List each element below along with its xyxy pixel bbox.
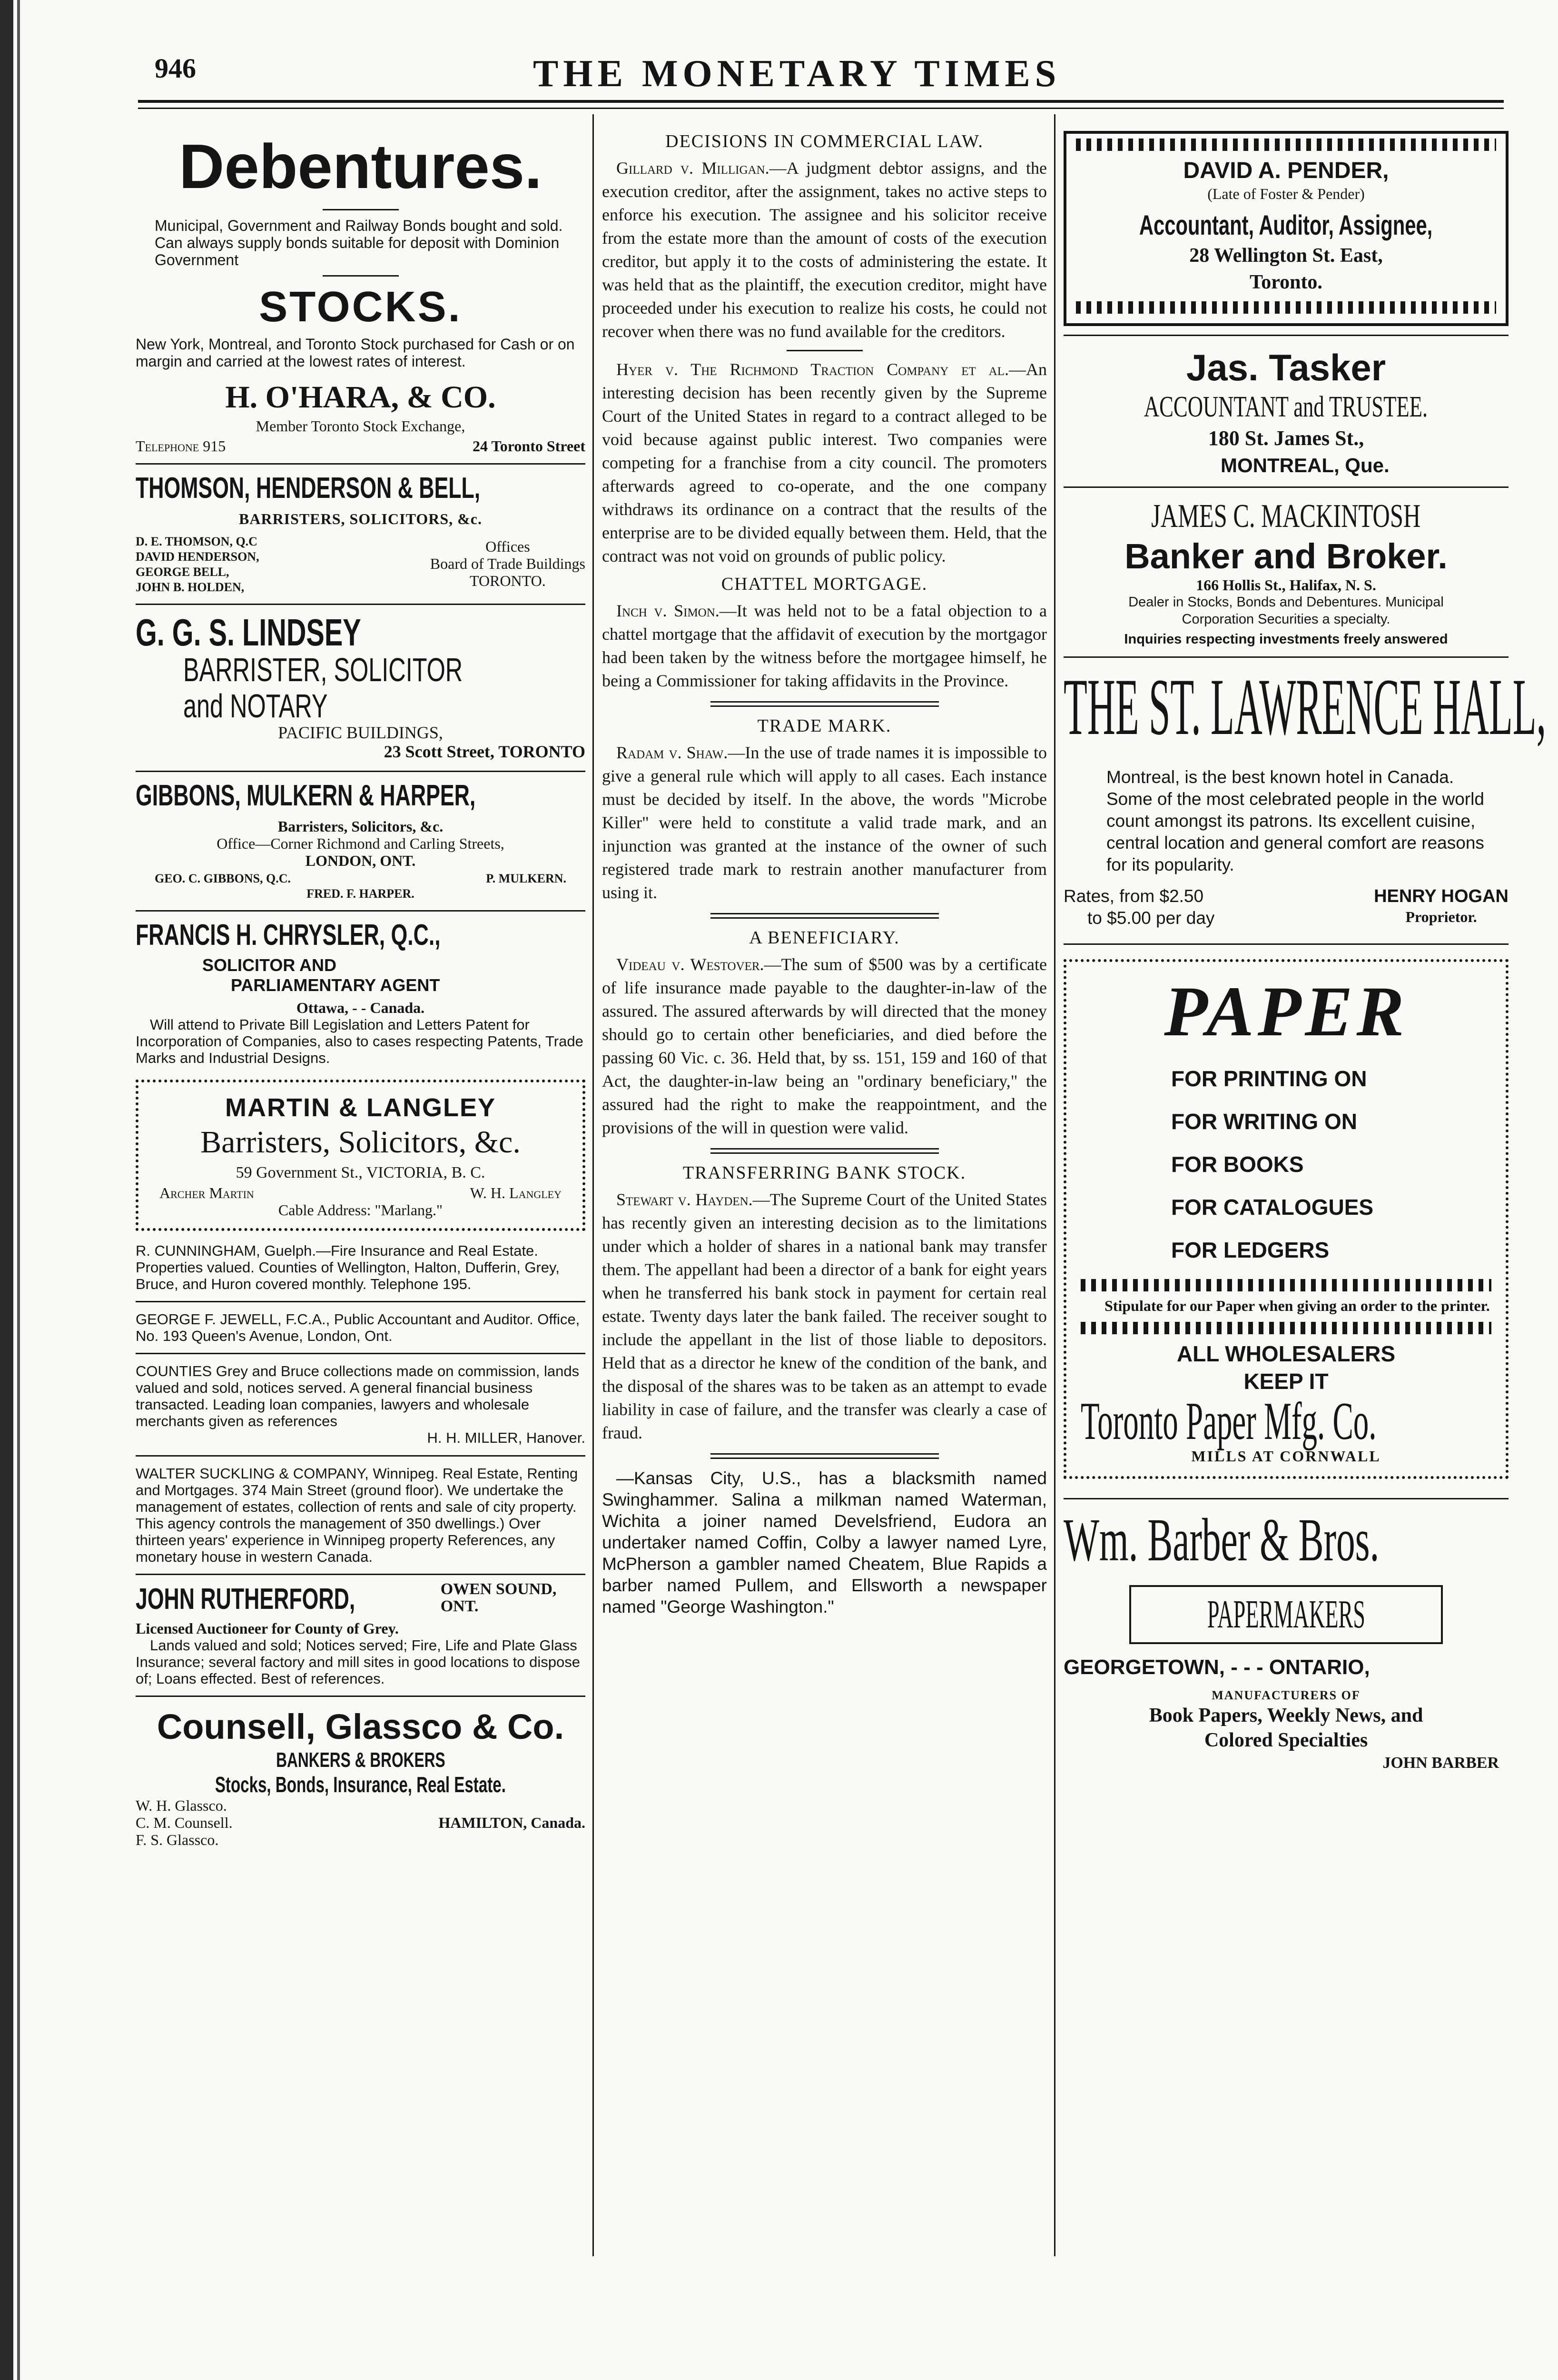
column-advertisements-left (136, 117, 585, 1848)
paper-item: FOR PRINTING ON (1171, 1066, 1367, 1091)
ohara-member: Member Toronto Stock Exchange, (256, 417, 465, 435)
divider (136, 1353, 585, 1354)
case-name: Stewart v. Hayden. (616, 1190, 753, 1209)
stlawrence-text: Montreal, is the best known hotel in Canada. Some of the most celebrated people in the world count amongst its patrons. Its excellent cuisine, central location and general comfort are reasons for its popularity. (1106, 767, 1484, 874)
tasker-address: 180 St. James St., (1208, 426, 1364, 450)
stlawrence-title: THE ST. LAWRENCE HALL, (1064, 662, 1547, 752)
stocks-title: STOCKS. (259, 283, 462, 331)
martin-sub: Barristers, Solicitors, &c. (200, 1125, 521, 1160)
tasker-role: ACCOUNTANT and TRUSTEE. (1144, 391, 1428, 423)
chrysler-sub: PARLIAMENTARY AGENT (231, 975, 440, 995)
counsell-sub: BANKERS & BROKERS (276, 1748, 445, 1772)
divider (136, 1455, 585, 1457)
thomson-name: DAVID HENDERSON, (136, 550, 259, 564)
section-title: CHATTEL MORTGAGE. (721, 574, 928, 594)
masthead: THE MONETARY TIMES (533, 53, 1061, 95)
case-name: Videau v. Westover. (616, 955, 764, 974)
thomson-offices: TORONTO. (470, 572, 546, 589)
case-name: Radam v. Shaw. (616, 743, 728, 762)
ornament-border (1076, 301, 1496, 314)
martin-name: W. H. Langley (470, 1184, 562, 1201)
pender-name: DAVID A. PENDER, (1183, 158, 1389, 183)
thomson-offices: Board of Trade Buildings (430, 555, 585, 572)
cunningham-ad: R. CUNNINGHAM, Guelph.—Fire Insurance and Real Estate. Properties valued. Counties of Wellington, Halton, Dufferin, Grey, Bruce, and Huron covered monthly. Telephone 195. (136, 1242, 560, 1292)
gibbons-title: GIBBONS, MULKERN & HARPER, (136, 779, 476, 812)
divider (136, 1696, 585, 1697)
paper-item: FOR WRITING ON (1171, 1109, 1357, 1134)
divider (136, 1301, 585, 1302)
divider (1064, 1498, 1509, 1499)
divider (1064, 943, 1509, 945)
article-paragraph (602, 599, 1047, 693)
stlawrence-owner-role: Proprietor. (1405, 908, 1477, 925)
counsell-city: HAMILTON, Canada. (438, 1814, 585, 1831)
case-text: —A judgment debtor assigns, and the execution creditor, after the assignment, takes no active steps to enforce his execution. The assignee and his solicitor receive from the estate more than the amount of costs of the execution creditor, but apply it to the costs of administering the estate. It was held that as the plaintiff, the execution creditor, might have proceeded under his execution to realize his costs, he could not recover when there was no fund available for the creditors. (602, 159, 1047, 341)
barber-city: GEORGETOWN, - - - ONTARIO, (1064, 1656, 1370, 1679)
divider (710, 1148, 939, 1154)
case-name: Inch v. Simon. (616, 601, 720, 620)
ornament-border (1081, 1279, 1491, 1291)
column-advertisements-right (1064, 117, 1547, 1774)
lindsey-line2: and NOTARY (183, 687, 328, 724)
debentures-line2: Can always supply bonds suitable for deposit with Dominion Government (155, 234, 560, 268)
counsell-title: Counsell, Glassco & Co. (157, 1707, 564, 1746)
header-rule (138, 100, 1504, 103)
paper-company: Toronto Paper Mfg. Co. (1081, 1392, 1377, 1451)
case-text: —The Supreme Court of the United States has recently given an interesting decision as to the limitations under which a holder of shares in a national bank may transfer them. The appellant had been a director of a bank for eight years when he transferred his bank stock in payment for certain real estate. Twenty days later the bank failed. The receiver sought to include the appellant in the list of those liable to depositors. Held that as a director he knew of the condition of the bank, and the disposal of the shares was to be taken as an attempt to evade liability in case of failure, and the transfer was clearly a case of fraud. (602, 1190, 1047, 1442)
thomson-name: D. E. THOMSON, Q.C (136, 535, 257, 548)
divider (323, 209, 399, 210)
article-paragraph (602, 741, 1047, 904)
counsell-sub: Stocks, Bonds, Insurance, Real Estate. (215, 1772, 506, 1797)
barber-products: Colored Specialties (1204, 1729, 1368, 1751)
paper-mills: MILLS AT CORNWALL (1191, 1448, 1381, 1465)
ornament-border (1076, 139, 1496, 151)
section-title: TRANSFERRING BANK STOCK. (682, 1163, 966, 1183)
case-name: Hyer v. The Richmond Traction Company et al. (616, 360, 1009, 379)
pender-city: Toronto. (1250, 271, 1322, 293)
counties-sign: H. H. MILLER, Hanover. (427, 1429, 585, 1446)
papermakers-frame (1129, 1585, 1443, 1644)
mackintosh-role: Banker and Broker. (1124, 536, 1448, 576)
case-text: —In the use of trade names it is impossible to give a general rule which will apply to all cases. Each instance must be decided by itself. In the above, the words "Microbe Killer" were held to constitute a valid trade mark, and an injunction was granted at the instance of the owner of such registered trade mark to restrain another manufacturer from using it. (602, 743, 1047, 902)
chrysler-sub: SOLICITOR AND (202, 955, 337, 975)
martin-address: 59 Government St., VICTORIA, B. C. (236, 1164, 485, 1181)
mackintosh-line: Inquiries respecting investments freely answered (1124, 632, 1448, 647)
chrysler-text: Will attend to Private Bill Legislation and Letters Patent for Incorporation of Companies, also to cases respecting Patents, Trade Marks and Industrial Designs. (136, 1016, 583, 1066)
ohara-firm: H. O'HARA, & CO. (225, 380, 496, 415)
lindsey-line1: BARRISTER, SOLICITOR (183, 651, 463, 688)
section-title: A BENEFICIARY. (749, 928, 900, 948)
mackintosh-name: JAMES C. MACKINTOSH (1151, 498, 1421, 535)
column-articles (602, 117, 1047, 1617)
paper-item: FOR LEDGERS (1171, 1238, 1330, 1262)
mackintosh-address: 166 Hollis St., Halifax, N. S. (1196, 576, 1376, 594)
column-divider-1 (592, 114, 594, 2256)
barber-products: Book Papers, Weekly News, and (1149, 1705, 1423, 1726)
scan-edge (0, 0, 13, 2380)
pender-late: (Late of Foster & Pender) (1207, 185, 1365, 202)
divider (136, 1574, 585, 1575)
ornament-border (1081, 1322, 1491, 1334)
kansas-paragraph: —Kansas City, U.S., has a blacksmith named Swinghammer. Salina a milkman named Waterman, Wichita a joiner named Develsfriend, Eudora an undertaker named Coffin, Colby a lawyer named Lyre, McPherson a gambler named Cheatem, Blue Rapids a barber named Pullem, and Ellsworth a newspaper named "George Washington." (602, 1468, 1047, 1616)
gibbons-city: LONDON, ONT. (305, 852, 416, 869)
divider (1064, 335, 1509, 336)
case-name: Gillard v. Milligan. (616, 159, 769, 178)
mackintosh-line: Corporation Securities a specialty. (1182, 612, 1390, 627)
paper-ad-box (1064, 959, 1509, 1479)
rutherford-city: OWEN SOUND, ONT. (440, 1580, 557, 1615)
thomson-name: GEORGE BELL, (136, 565, 229, 579)
article-paragraph (602, 1188, 1047, 1445)
paper-stipulate: Stipulate for our Paper when giving an order to the printer. (1104, 1297, 1490, 1314)
martin-cable: Cable Address: "Marlang." (278, 1201, 443, 1219)
barber-mfr: MANUFACTURERS OF (1212, 1688, 1361, 1702)
debentures-title: Debentures. (179, 131, 542, 201)
column-divider-2 (1054, 114, 1055, 2256)
divider (136, 604, 585, 605)
ohara-telephone: Telephone 915 (136, 437, 226, 455)
article-paragraph (602, 157, 1047, 343)
pender-address: 28 Wellington St. East, (1189, 245, 1383, 267)
rutherford-sub: Licensed Auctioneer for County of Grey. (136, 1620, 399, 1637)
divider (710, 913, 939, 919)
lindsey-line3: PACIFIC BUILDINGS, (278, 723, 443, 742)
gibbons-office: Office—Corner Richmond and Carling Streets, (217, 835, 504, 852)
barber-role: PAPERMAKERS (1207, 1592, 1365, 1636)
scan-edge-line (17, 0, 20, 2380)
paper-title: PAPER (1164, 972, 1408, 1051)
jewell-ad: GEORGE F. JEWELL, F.C.A., Public Accountant and Auditor. Office, No. 193 Queen's Avenue, London, Ont. (136, 1311, 580, 1344)
paper-wholesalers: ALL WHOLESALERS (1176, 1341, 1396, 1366)
divider (787, 350, 863, 351)
divider (710, 1453, 939, 1459)
section-title: TRADE MARK. (757, 716, 892, 736)
chrysler-title: FRANCIS H. CHRYSLER, Q.C., (136, 919, 441, 952)
chrysler-city: Ottawa, - - Canada. (296, 999, 425, 1016)
page-number: 946 (155, 53, 196, 84)
counsell-name: W. H. Glassco. (136, 1797, 227, 1814)
stlawrence-owner: HENRY HOGAN (1374, 886, 1509, 906)
pender-role: Accountant, Auditor, Assignee, (1139, 210, 1433, 241)
divider (136, 771, 585, 772)
divider (136, 463, 585, 465)
stocks-text: New York, Montreal, and Toronto Stock purchased for Cash or on margin and carried at the lowest rates of interest. (136, 336, 575, 370)
article-paragraph (602, 358, 1047, 568)
divider (136, 910, 585, 912)
ohara-address: 24 Toronto Street (472, 437, 585, 455)
rutherford-text: Lands valued and sold; Notices served; Fire, Life and Plate Glass Insurance; several factory and mill sites in good locations to dispose of; Loans effected. Best of references. (136, 1637, 580, 1687)
paper-item: FOR CATALOGUES (1171, 1195, 1374, 1220)
thomson-sub: BARRISTERS, SOLICITORS, &c. (239, 510, 482, 527)
gibbons-name: FRED. F. HARPER. (306, 887, 414, 901)
section-title: DECISIONS IN COMMERCIAL LAW. (665, 131, 984, 151)
rutherford-title: JOHN RUTHERFORD, (136, 1583, 355, 1616)
divider (710, 701, 939, 707)
case-text: —The sum of $500 was by a certificate of life insurance made payable to the daughter-in-law of the assured. The assured afterwards by will directed that the money should go to certain other beneficiaries, and died before the passing 60 Vic. c. 36. Held that, by ss. 151, 159 and 160 of that Act, the daughter-in-law being an "ordinary beneficiary," the assured had the right to make the reappointment, and the provisions of the will in question were valid. (602, 955, 1047, 1137)
thomson-name: JOHN B. HOLDEN, (136, 580, 245, 594)
case-text: —It was held not to be a fatal objection to a chattel mortgage that the affidavit of execution by the mortgagor had been taken by the witness before the mortgagee himself, he being a Commissioner for taking affidavits in the Province. (602, 601, 1047, 690)
header-rule-thin (138, 108, 1504, 109)
divider (1064, 656, 1509, 658)
mackintosh-line: Dealer in Stocks, Bonds and Debentures. Municipal (1128, 595, 1444, 610)
barber-name: Wm. Barber & Bros. (1064, 1506, 1380, 1574)
counsell-name: F. S. Glassco. (136, 1831, 219, 1848)
counsell-name: C. M. Counsell. (136, 1814, 233, 1831)
paper-wholesalers: KEEP IT (1243, 1369, 1329, 1394)
debentures-line1: Municipal, Government and Railway Bonds bought and sold. (155, 217, 563, 234)
suckling-ad: WALTER SUCKLING & COMPANY, Winnipeg. Real Estate, Renting and Mortgages. 374 Main Street (ground floor). We undertake the management of estates, collection of rents and sale of city property. This agency controls the management of 350 dwellings.) Over thirteen years' experience in Winnipeg property References, any monetary house in western Canada. (136, 1465, 578, 1565)
martin-title: MARTIN & LANGLEY (225, 1093, 496, 1122)
barber-sign: JOHN BARBER (1382, 1754, 1499, 1772)
pender-box (1064, 131, 1509, 326)
stlawrence-rates: to $5.00 per day (1087, 908, 1215, 928)
tasker-city: MONTREAL, Que. (1221, 454, 1390, 476)
divider (1064, 486, 1509, 488)
lindsey-line4: 23 Scott Street, TORONTO (384, 742, 585, 761)
case-text: —An interesting decision has been recently given by the Supreme Court of the United States in regard to a contract alleged to be void because against public interest. Two companies were competing for a franchise from a city council. The promoters afterwards agreed to co-operate, and the one company withdraws its ordinance on a contract that the results of the enterprise are to be divided equally between them. Held, that the contract was not void on grounds of public policy. (602, 360, 1047, 565)
article-paragraph (602, 953, 1047, 1140)
tasker-name: Jas. Tasker (1186, 347, 1386, 388)
thomson-title: THOMSON, HENDERSON & BELL, (136, 472, 481, 505)
paper-item: FOR BOOKS (1171, 1152, 1304, 1177)
stlawrence-rates: Rates, from $2.50 (1064, 886, 1204, 906)
gibbons-name: GEO. C. GIBBONS, Q.C. (155, 872, 291, 885)
gibbons-name: P. MULKERN. (486, 872, 566, 885)
counties-ad: COUNTIES Grey and Bruce collections made on commission, lands valued and sold, notices served. A general financial business transacted. Leading loan companies, lawyers and wholesale merchants given as references (136, 1363, 580, 1429)
divider (323, 275, 399, 277)
thomson-offices: Offices (485, 538, 530, 555)
martin-name: Archer Martin (159, 1184, 254, 1201)
lindsey-title: G. G. S. LINDSEY (136, 611, 361, 654)
gibbons-sub: Barristers, Solicitors, &c. (277, 818, 444, 835)
martin-langley-box (136, 1080, 585, 1231)
